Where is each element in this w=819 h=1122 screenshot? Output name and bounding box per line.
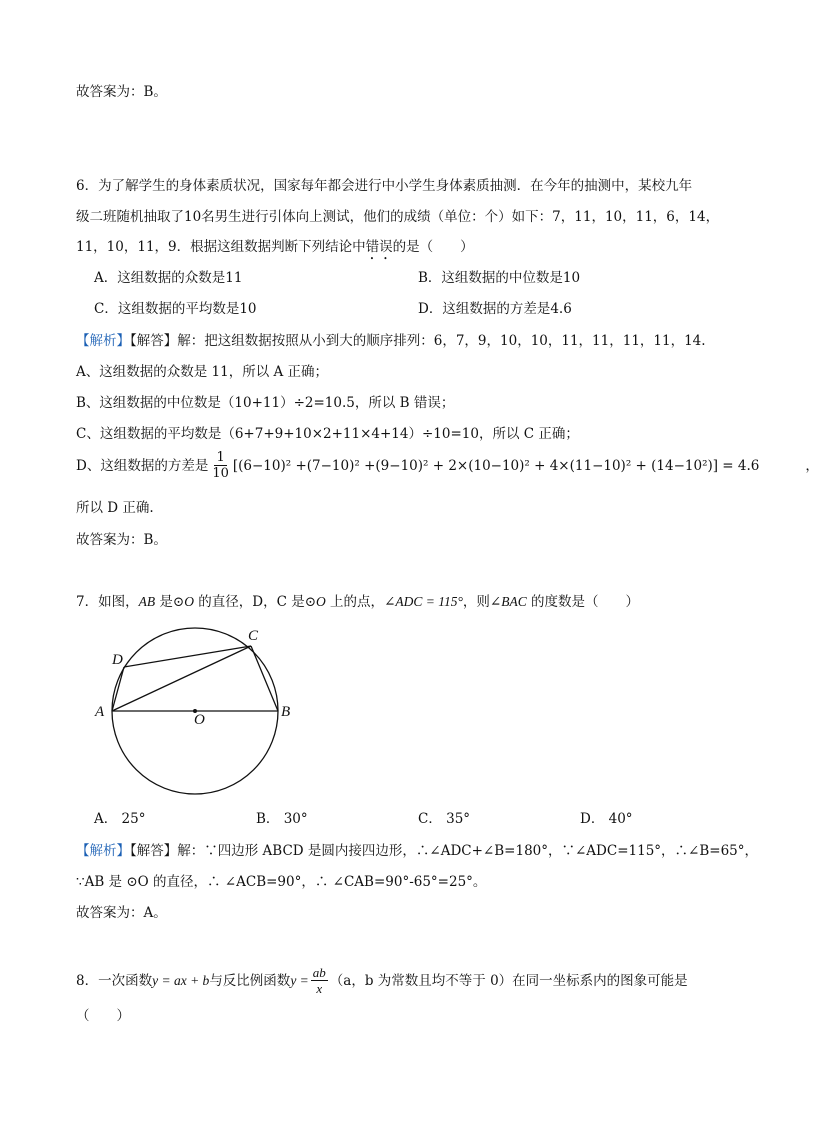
q7-option-a: A． 25° (94, 811, 146, 827)
q7-answer-tag: 【解答】 (130, 843, 178, 859)
q7-circle-o: ⊙O (172, 594, 194, 609)
q6-stem-line1: 6．为了解学生的身体素质状况，国家每年都会进行中小学生身体素质抽测．在今年的抽测中，某校九年 (76, 178, 693, 194)
q6-analysis-text: 解：把这组数据按照从小到大的顺序排列：6，7，9，10，10，11，11，11，11，14. (177, 333, 706, 349)
q6-line-c: C、这组数据的平均数是（6+7+9+10×2+11×4+14）÷10=10，所以 C 正确； (76, 426, 579, 442)
q8-stem-post: （a，b 为常数且均不等于 0）在同一坐标系内的图象可能是 (329, 972, 688, 989)
q7-analysis-tag: 【解析】 (76, 843, 130, 859)
q8-blank: （ ） (76, 1008, 130, 1024)
label-a: A (95, 704, 105, 720)
q7-analysis-text1: 解：∵四边形 ABCD 是圆内接四边形，∴∠ADC+∠B=180°，∵∠ADC=115°，∴∠B=65°， (177, 843, 759, 859)
q6-option-d: D．这组数据的方差是4.6 (418, 301, 572, 317)
previous-answer: 故答案为：B。 (76, 84, 167, 100)
q8-stem-mid: 与反比例函数 (209, 972, 291, 989)
label-c: C (248, 628, 259, 644)
q7-analysis-line1 (76, 841, 758, 861)
q7-circle-o-2: ⊙O (304, 594, 326, 609)
chord-dc (124, 646, 251, 667)
q6-line-d-pre: D、这组数据的方差是 (76, 457, 209, 474)
fraction-denominator: 10 (212, 466, 229, 481)
q6-variance-formula (76, 450, 819, 481)
q8-func2-lhs: y = (290, 972, 309, 988)
q6-line-b: B、这组数据的中位数是（10+11）÷2=10.5，所以 B 错误； (76, 395, 455, 411)
q8-fraction (311, 965, 328, 996)
fraction-one-tenth (210, 450, 231, 481)
q7-ab: AB (138, 594, 156, 609)
q8-fraction-numerator: ab (312, 965, 326, 980)
q7-option-d: D． 40° (580, 811, 633, 827)
q8-stem-pre: 8．一次函数 (76, 972, 153, 989)
q7-option-b: B． 30° (256, 811, 308, 827)
q8-stem (76, 965, 688, 996)
q6-stem-line3-pre: 11，10，11，9．根据这组数据判断下列结论中 (76, 239, 366, 255)
q6-analysis-tag: 【解析】 (76, 333, 130, 349)
q6-stem-line3-post: 的是（ ） (392, 239, 474, 255)
q7-option-c: C． 35° (418, 811, 471, 827)
q6-analysis (76, 331, 706, 351)
q6-option-b: B．这组数据的中位数是10 (418, 270, 581, 286)
q7-final-answer: 故答案为：A。 (76, 905, 167, 921)
q7-stem (76, 592, 639, 612)
q6-option-c: C．这组数据的平均数是10 (94, 301, 257, 317)
q6-stem-line3 (76, 237, 474, 263)
label-b: B (281, 704, 291, 720)
variance-expression: [(6−10)² +(7−10)² +(9−10)² + 2×(10−10)² + 4×(11−10)² + (14−10²)] = 4.6 (232, 457, 760, 474)
q7-angle-bac: ∠BAC (489, 594, 527, 609)
q6-line-a: A、这组数据的众数是 11，所以 A 正确； (76, 364, 329, 380)
fraction-numerator: 1 (216, 450, 225, 465)
chord-ad (112, 667, 124, 711)
q7-analysis-line2: ∵AB 是 ⊙O 的直径，∴ ∠ACB=90°，∴ ∠CAB=90°-65°=25°。 (76, 874, 487, 890)
q7-stem-mid2: 的直径，D，C 是 (193, 594, 305, 610)
q7-stem-mid4: ，则 (462, 594, 490, 610)
q6-stem-emphasis: 错误 (365, 239, 393, 255)
q7-angle-adc: ∠ADC = 115° (384, 594, 463, 609)
q6-stem-line2: 级二班随机抽取了10名男生进行引体向上测试，他们的成绩（单位：个）如下：7，11，10，11，6，14， (76, 209, 720, 225)
q6-line-d-tail: ， (805, 457, 819, 474)
q7-stem-pre: 7．如图， (76, 594, 139, 610)
q7-stem-mid1: 是 (155, 594, 173, 610)
q6-answer-tag: 【解答】 (130, 333, 178, 349)
q7-stem-post: 的度数是（ ） (526, 594, 639, 610)
q6-final-answer: 故答案为：B。 (76, 532, 167, 548)
q6-option-a: A．这组数据的众数是11 (94, 270, 243, 286)
chord-cb (251, 646, 278, 711)
q8-fraction-denominator: x (316, 981, 323, 996)
q6-line-d2: 所以 D 正确. (76, 500, 154, 516)
q7-stem-mid3: 上的点， (325, 594, 385, 610)
label-o: O (194, 712, 205, 728)
label-d: D (112, 652, 123, 668)
q8-linear-function: y = ax + b (152, 972, 210, 988)
circle-geometry-figure (90, 618, 310, 808)
